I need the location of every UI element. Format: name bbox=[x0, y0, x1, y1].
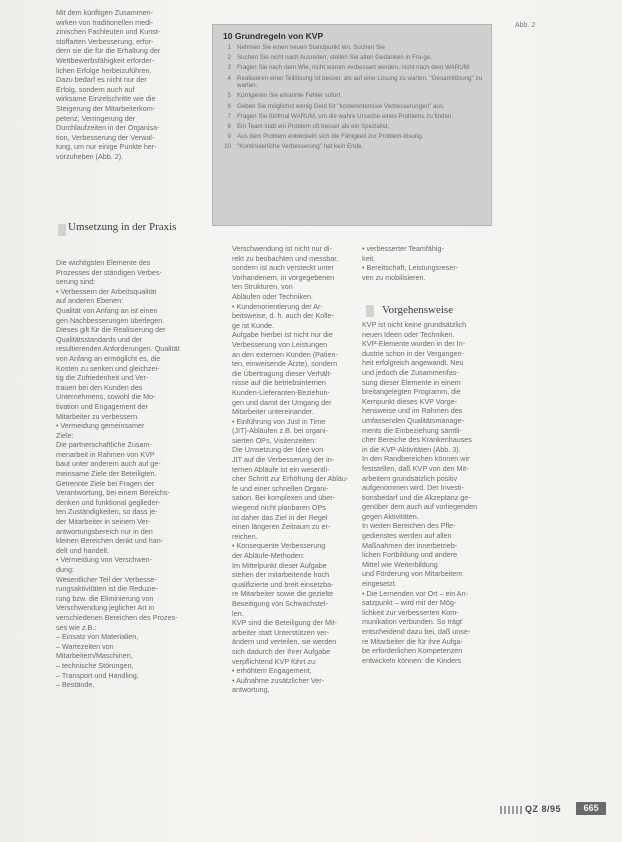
text-line: Qualität von Anfang an ist einen bbox=[56, 305, 158, 315]
rule-number: 7 bbox=[227, 112, 231, 120]
text-line: • verbesserter Teamfähig- bbox=[362, 244, 444, 253]
text-line: KVP sind die Beteiligung der Mit- bbox=[232, 618, 337, 628]
text-line: Mitarbeiter zu verbessern. bbox=[56, 411, 140, 421]
text-line: • Vermeidung von Verschwen- bbox=[56, 555, 153, 565]
rule-number: 10 bbox=[224, 143, 231, 151]
page-number: 665 bbox=[576, 802, 606, 815]
text-line: antwortungsbereich nur in den bbox=[56, 526, 153, 536]
text-line: die Übertragung dieser Verhält- bbox=[232, 368, 332, 378]
text-line: Dazu bedarf es nicht nur der bbox=[56, 75, 147, 85]
text-line: Wettbewerbsfähigkeit erforder- bbox=[56, 55, 155, 65]
text-line: sung dieser Elemente in einem bbox=[362, 377, 461, 387]
text-line: ändern und verteilen, sie werden bbox=[232, 637, 337, 647]
text-line: Im Mittelpunkt dieser Aufgabe bbox=[232, 560, 327, 570]
text-line: KVP ist nicht keine grundsätzlich bbox=[362, 320, 467, 329]
text-line: der Mitarbeiter in seinem Ver- bbox=[56, 517, 151, 527]
text-line: vorzuheben (Abb. 2). bbox=[56, 151, 124, 161]
text-line: Mitarbeiter untereinander. bbox=[232, 407, 314, 417]
text-line: tig die Zufriedenheit und Ver- bbox=[56, 373, 149, 383]
text-line: gedienstes werden auf allen bbox=[362, 531, 452, 541]
text-line: tung, um nur einige Punkte her- bbox=[56, 142, 157, 152]
column-3-bottom bbox=[362, 320, 478, 665]
text-line: KVP-Elemente wurden in der In- bbox=[362, 339, 466, 349]
rule-text: Fragen Sie nach dem Wie, nicht warum verbessert werden, nicht nach dem WARUM. bbox=[237, 64, 471, 72]
text-line: munikation verbunden. So trägt bbox=[362, 617, 462, 627]
rule-text: Fragen Sie fünfmal WARUM, um die wahre Ursache eines Problems zu finden. bbox=[237, 112, 454, 120]
text-line: sondern ist auch versteckt unter bbox=[232, 263, 334, 273]
rule-item bbox=[221, 123, 483, 131]
text-line: Kunden-Lieferanten-Beziehun- bbox=[232, 387, 330, 397]
rule-number: 9 bbox=[227, 133, 231, 141]
column-1 bbox=[56, 258, 182, 690]
text-line: entscheidend dazu bei, daß unse- bbox=[362, 627, 471, 636]
text-line: ten Zuständigkeiten, so dass je- bbox=[56, 507, 158, 517]
text-line: und jedoch die Zusammenfas- bbox=[362, 367, 459, 377]
text-line: ist daher das Ziel in der Regel bbox=[232, 512, 328, 522]
column-3 bbox=[362, 244, 478, 282]
rule-number: 4 bbox=[227, 74, 231, 82]
text-line: qualifizierte und breit einsetzba- bbox=[232, 579, 334, 589]
heading-umsetzung: Umsetzung in der Praxis bbox=[68, 221, 177, 233]
text-line: • Kundenorientierung der Ar- bbox=[232, 301, 323, 311]
text-line: Aufgabe hierbei ist nicht nur die bbox=[232, 330, 333, 340]
text-line: auf anderen Ebenen: bbox=[56, 296, 124, 306]
rule-text: Nehmen Sie einen neuen Standpunkt ein. Suchen Sie bbox=[237, 44, 385, 51]
text-line: • erhöhtem Engagement, bbox=[232, 666, 312, 676]
text-line: keit, bbox=[362, 253, 376, 263]
text-line: • Konsequente Verbesserung bbox=[232, 541, 326, 551]
text-line: hensweise und im Rahmen des bbox=[362, 406, 463, 416]
text-line: len. bbox=[232, 608, 244, 618]
text-line: re Mitarbeiter sowie die gezielte bbox=[232, 589, 334, 599]
rule-item bbox=[221, 44, 483, 52]
text-line: gegen Aktivitäten. bbox=[362, 511, 419, 521]
text-line: neuen Ideen oder Techniken. bbox=[362, 329, 455, 339]
rule-text: Aus dem Problem entwickeln sich die Fähigkeit zur Problem-lösung. bbox=[237, 133, 424, 141]
rules-list bbox=[221, 44, 483, 153]
text-line: • Die Lernenden vor Ort – ein An- bbox=[362, 588, 468, 598]
text-line: tionsbedarf und die Akzeptanz ge- bbox=[362, 492, 471, 502]
text-line: • Vermeidung gemeinsamer bbox=[56, 421, 145, 431]
text-line: tivation und Engagement der bbox=[56, 401, 148, 411]
text-line: ses wie z.B.: bbox=[56, 622, 97, 632]
text-line: Ziele: bbox=[56, 430, 74, 440]
text-line: Maßnahmen der innerbetrieb- bbox=[362, 540, 458, 550]
text-line: menarbeit in Rahmen von KVP bbox=[56, 449, 155, 459]
text-line: Mit dem künftigen Zusammen- bbox=[56, 8, 154, 17]
text-line: genüber dem auch auf vorliegenden bbox=[362, 502, 478, 512]
text-line: dern sie die für die Erhaltung der bbox=[56, 46, 161, 56]
text-line: einen längeren Zeitraum zu er- bbox=[232, 522, 331, 532]
text-line: zinischen Fachleuten und Kunst- bbox=[56, 27, 161, 37]
text-line: • Bereitschaft, Leistungsreser- bbox=[362, 263, 458, 273]
text-line: eingesetzt. bbox=[362, 579, 397, 589]
section-marker-icon bbox=[58, 224, 66, 236]
text-line: fe und einer schnellen Organi- bbox=[232, 483, 329, 493]
text-line: und Förderung von Mitarbeitern bbox=[362, 569, 463, 579]
rule-item bbox=[221, 75, 483, 90]
text-line: Verantwortung, bei einem Bereichs- bbox=[56, 488, 170, 498]
text-line: antwortung, bbox=[232, 685, 270, 695]
text-line: In weiten Bereichen des Pfle- bbox=[362, 521, 456, 531]
text-line: an den externen Kunden (Patien- bbox=[232, 349, 338, 359]
text-line: lichkeit zur verbesserten Kom- bbox=[362, 607, 459, 617]
text-line: rekt zu beobachten und messbar, bbox=[232, 253, 339, 263]
text-line: ven zu mobilisieren. bbox=[362, 272, 426, 282]
text-line: Die partnerschaftliche Zusam- bbox=[56, 440, 152, 450]
text-line: In den Randbereichen können wir bbox=[362, 454, 470, 464]
text-line: – Transport und Handling, bbox=[56, 670, 139, 680]
text-line: Getrennte Ziele bei Fragen der bbox=[56, 478, 155, 488]
text-line: – Einsatz von Materialien, bbox=[56, 632, 139, 642]
text-line: entwickeln können: die Kinders bbox=[362, 655, 462, 665]
text-line: tion, Verbesserung der Verwal- bbox=[56, 132, 155, 142]
rules-box-title: 10 Grundregeln von KVP bbox=[223, 31, 324, 41]
rule-item bbox=[221, 92, 483, 100]
text-line: von Anfang an ermöglicht es, die bbox=[56, 353, 161, 363]
text-line: – technische Störungen, bbox=[56, 660, 134, 670]
text-line: trauen bei den Kunden des bbox=[56, 382, 143, 392]
text-line: Vorhandenem, in vorgegebenen bbox=[232, 272, 335, 282]
text-line: Kosten zu senken und gleichzei- bbox=[56, 363, 160, 373]
text-line: Mittel wie Weiterbildung bbox=[362, 559, 438, 569]
text-line: sierten OPs, Visitenzeiten: bbox=[232, 435, 317, 445]
text-line: • Einführung von Just in Time bbox=[232, 416, 326, 426]
rule-item bbox=[221, 64, 483, 72]
text-line: denken und funktional geglieder- bbox=[56, 497, 161, 507]
text-line: ten Strukturen, von bbox=[232, 282, 293, 292]
text-line: • Verbessern der Arbeitsqualität bbox=[56, 286, 157, 296]
text-line: meinsame Ziele der Beteiligten. bbox=[56, 469, 157, 479]
rule-text: Realisieren einer Teillösung ist besser, als auf eine Lösung zu warten, "Gesamtlösung" zu warten. bbox=[237, 74, 483, 90]
text-line: lichen Erfolge herbeizuführen. bbox=[56, 65, 152, 75]
text-line: beitsweise, d. h. auch der Kolle- bbox=[232, 311, 334, 321]
text-line: der Abläufe-Methoden: bbox=[232, 551, 305, 560]
rule-text: Geben Sie möglichst wenig Geld für "kostenintensive Verbesserungen" aus. bbox=[237, 102, 445, 110]
text-line: verpflichtend KVP führt zu: bbox=[232, 656, 317, 666]
text-line: ge ist Kunde. bbox=[232, 320, 274, 330]
text-line: rung bzw. die Eliminierung von bbox=[56, 593, 154, 603]
text-line: arbeiter statt Unterstützen ver- bbox=[232, 627, 330, 637]
text-line: nisse auf die betriebsinternen bbox=[232, 378, 326, 388]
figure-label: Abb. 2 bbox=[515, 22, 536, 29]
text-line: Die Umsetzung der Idee von bbox=[232, 445, 324, 455]
text-line: umfassenden Qualitätsmanage- bbox=[362, 415, 464, 425]
text-line: – Wartezeiten von bbox=[56, 641, 114, 651]
text-line: petenz, Verringerung der bbox=[56, 113, 136, 123]
text-line: Abläufen oder Techniken. bbox=[232, 291, 313, 301]
rules-box bbox=[212, 24, 492, 226]
text-line: feststellen, daß KVP von den Mit- bbox=[362, 463, 469, 473]
text-line: Unternehmens, sowohl die Mo- bbox=[56, 392, 156, 402]
text-line: Die wichtigsten Elemente des bbox=[56, 258, 151, 267]
rule-number: 8 bbox=[227, 122, 231, 130]
text-line: Prozesses der ständigen Verbes- bbox=[56, 267, 162, 277]
text-line: wiegend nicht planbaren OPs bbox=[232, 503, 326, 513]
text-line: baut unter anderem auch auf ge- bbox=[56, 459, 161, 469]
text-line: arbeitern grundsätzlich positiv bbox=[362, 473, 458, 483]
text-line: Verbesserung von Leistungen bbox=[232, 339, 328, 349]
text-line: kleinen Bereichen denkt und han- bbox=[56, 536, 164, 546]
text-line: dustrie schon in der Vergangen- bbox=[362, 348, 464, 358]
issue-stripe-icon bbox=[500, 806, 524, 814]
text-line: • Aufnahme zusätzlicher Ver- bbox=[232, 675, 325, 685]
text-line: stehen der mitarbeitende hoch bbox=[232, 570, 330, 580]
text-line: satzpunkt – wird mit der Mög- bbox=[362, 598, 457, 608]
rule-item bbox=[221, 54, 483, 62]
text-line: resultierenden Anforderungen. Qualität bbox=[56, 344, 180, 354]
rule-number: 6 bbox=[227, 102, 231, 110]
text-line: Erfolg, sondern auch auf bbox=[56, 84, 135, 94]
rule-text: Suchen Sie nicht nach Ausreden, stellen Sie alten Gedanken in Fra-ge. bbox=[237, 54, 433, 62]
text-line: cher Bereiche des Krankenhauses bbox=[362, 435, 472, 445]
text-line: be erforderlichen Kompetenzen bbox=[362, 646, 463, 656]
text-line: cher Schritt zur Erhöhung der Abläu- bbox=[232, 474, 349, 484]
text-line: dung: bbox=[56, 565, 74, 574]
rule-number: 5 bbox=[227, 92, 231, 100]
issue-label: QZ 8/95 bbox=[525, 804, 562, 814]
text-line: – Bestände. bbox=[56, 680, 95, 690]
text-line: Kernpunkt dieses KVP Vorge- bbox=[362, 396, 457, 406]
text-line: reichen. bbox=[232, 531, 258, 541]
text-line: sich dadurch der Ihrer Aufgabe bbox=[232, 646, 331, 656]
text-line: Mitarbeitern/Maschinen, bbox=[56, 651, 133, 661]
text-line: aufgenommen wird. Der Investi- bbox=[362, 483, 464, 493]
text-line: JIT auf die Verbesserung der in- bbox=[232, 455, 335, 465]
text-line: delt und handelt. bbox=[56, 545, 110, 555]
rule-item bbox=[221, 103, 483, 111]
rule-item bbox=[221, 133, 483, 141]
text-line: Durchlaufzeiten in der Organisa- bbox=[56, 123, 160, 133]
text-line: serung sind: bbox=[56, 277, 96, 287]
heading-vorgehensweise: Vorgehensweise bbox=[382, 304, 454, 316]
text-line: wirksame Einzelschritte wie die bbox=[56, 94, 156, 104]
text-line: verschiedenen Bereichen des Prozes- bbox=[56, 612, 178, 622]
rule-text: "Kontinuierliche Verbesserung" hat kein Ende. bbox=[237, 143, 364, 151]
text-line: heit erfolgreich angewandt. Neu bbox=[362, 358, 464, 368]
rule-number: 2 bbox=[227, 54, 231, 62]
text-line: Wesentlicher Teil der Verbesse- bbox=[56, 574, 157, 584]
text-line: Steigerung der Mitarbeiterkom- bbox=[56, 103, 156, 113]
text-line: re Mitarbeiter die für ihre Aufga- bbox=[362, 636, 464, 646]
rule-number: 3 bbox=[227, 64, 231, 72]
text-line: wirken von traditionellen medi- bbox=[56, 17, 154, 27]
column-3-top bbox=[362, 244, 478, 282]
text-line: gen und damit der Umgang der bbox=[232, 397, 332, 407]
text-line: rungsaktivitäten ist die Reduzie- bbox=[56, 584, 158, 594]
text-line: gen Nachbesserungen überlegen. bbox=[56, 315, 165, 325]
rule-text: Korrigieren Sie erkannte Fehler sofort. bbox=[237, 92, 342, 100]
text-line: Qualitätsstandards und der bbox=[56, 334, 143, 344]
text-line: Beseitigung von Schwachstel- bbox=[232, 598, 328, 608]
text-line: Verschwendung ist nicht nur di- bbox=[232, 244, 332, 253]
text-line: stoffarten Verbesserung, erfor- bbox=[56, 36, 154, 46]
text-line: in die KVP-Aktivitäten (Abb. 3). bbox=[362, 444, 461, 454]
column-2 bbox=[232, 244, 354, 695]
rule-number: 1 bbox=[227, 44, 231, 51]
rule-text: Ein Team statt ein Problem oft besser als ein Spezialist. bbox=[237, 122, 390, 130]
text-line: sation. Bei komplexen und über- bbox=[232, 493, 336, 503]
text-line: Verschwendung jeglicher Art in bbox=[56, 603, 155, 613]
text-line: ments die Einbeziehung sämtli- bbox=[362, 425, 462, 435]
text-line: lichen Fortbildung und andere bbox=[362, 550, 458, 560]
text-line: (JIT)-Abläufen z.B. bei organi- bbox=[232, 426, 328, 436]
text-line: ten, einweisende Ärzte), sondern bbox=[232, 359, 338, 369]
rule-item bbox=[221, 143, 483, 151]
text-line: ternen Abläufe ist ein wesentli- bbox=[232, 464, 330, 474]
section-marker-icon bbox=[366, 305, 374, 317]
rule-item bbox=[221, 113, 483, 121]
text-line: Dieses gilt für die Realisierung der bbox=[56, 325, 166, 335]
intro-text bbox=[56, 8, 184, 162]
text-line: breitangelegten Programm, die bbox=[362, 387, 461, 397]
